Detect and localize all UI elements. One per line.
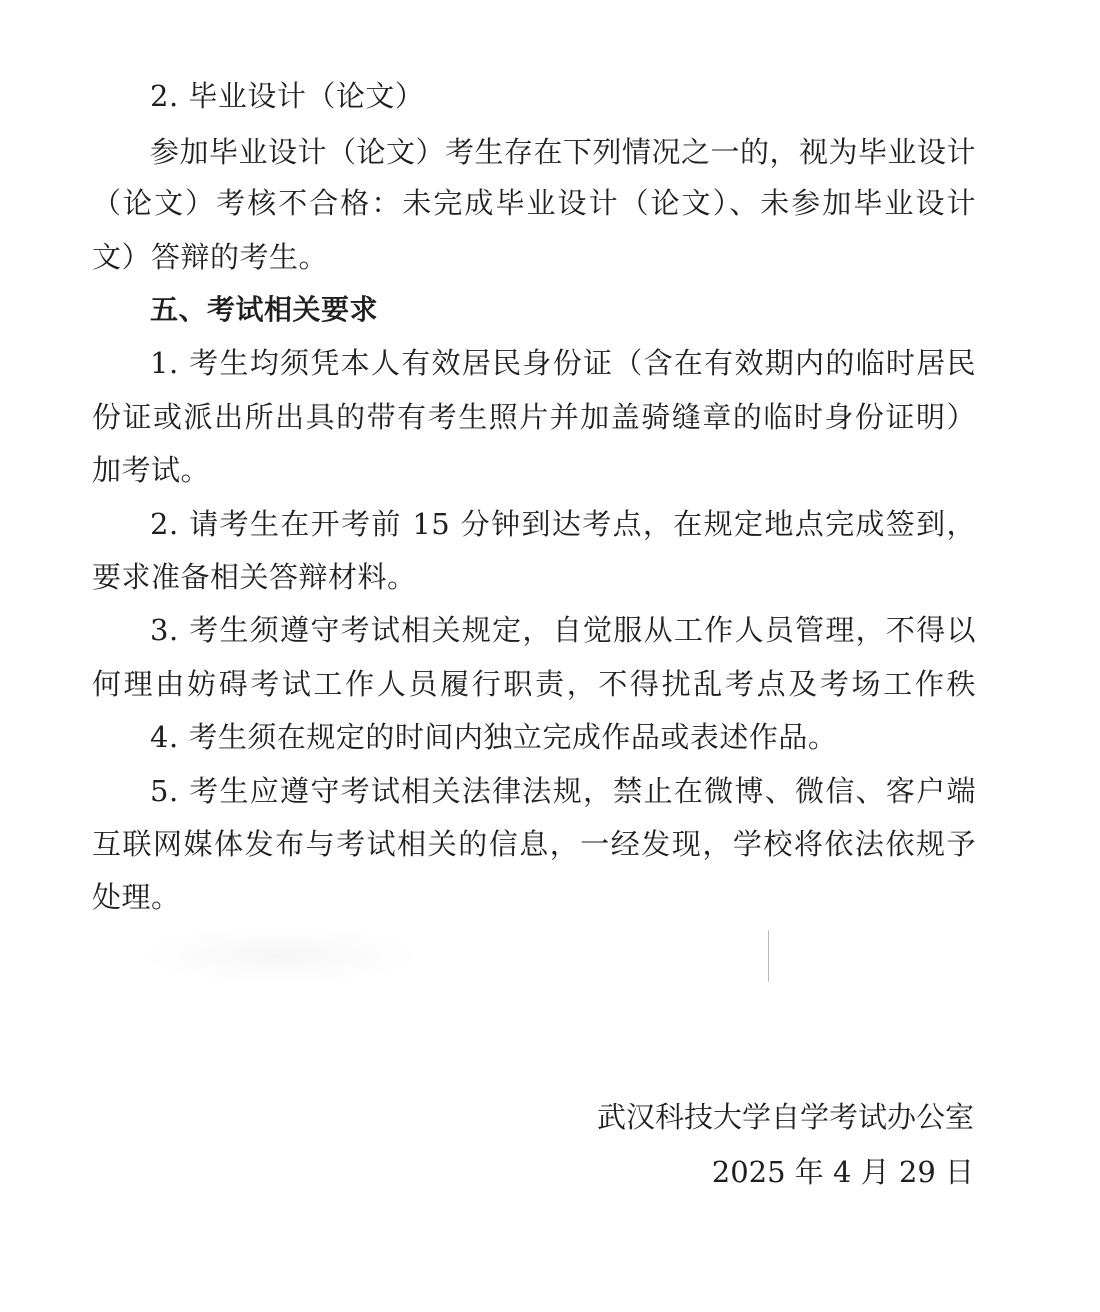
requirement-item-1-line: 加考试。 <box>92 453 211 487</box>
requirement-item-2-line: 要求准备相关答辩材料。 <box>92 560 417 594</box>
paragraph-line: 参加毕业设计（论文）考生存在下列情况之一的，视为毕业设计 <box>150 135 977 169</box>
requirement-item-1-line: 份证或派出所出具的带有考生照片并加盖骑缝章的临时身份证明） <box>92 400 976 434</box>
requirement-item-3-line: 何理由妨碍考试工作人员履行职责，不得扰乱考点及考场工作秩 <box>92 667 976 701</box>
paragraph-line: （论文）考核不合格：未完成毕业设计（论文）、未参加毕业设计 <box>92 186 976 220</box>
scan-mark <box>768 930 769 982</box>
section-heading-requirements: 五、考试相关要求 <box>150 293 379 326</box>
requirement-item-5-line: 互联网媒体发布与考试相关的信息，一经发现，学校将依法依规予 <box>92 827 976 861</box>
requirement-item-4-line: 4. 考生须在规定的时间内独立完成作品或表述作品。 <box>150 720 838 754</box>
requirement-item-5-line: 处理。 <box>92 880 181 914</box>
paragraph-line: 文）答辩的考生。 <box>92 240 329 274</box>
requirement-item-2-line: 2. 请考生在开考前 15 分钟到达考点，在规定地点完成签到， <box>150 507 976 541</box>
issuing-organization: 武汉科技大学自学考试办公室 <box>596 1100 974 1134</box>
requirement-item-1-line: 1. 考生均须凭本人有效居民身份证（含在有效期内的临时居民 <box>150 346 976 380</box>
scan-smudge <box>140 925 420 985</box>
issue-date: 2025 年 4 月 29 日 <box>711 1155 974 1189</box>
requirement-item-5-line: 5. 考生应遵守考试相关法律法规，禁止在微博、微信、客户端 <box>150 774 976 808</box>
section-title-graduation: 2. 毕业设计（论文） <box>150 79 425 113</box>
requirement-item-3-line: 3. 考生须遵守考试相关规定，自觉服从工作人员管理，不得以 <box>150 613 976 647</box>
